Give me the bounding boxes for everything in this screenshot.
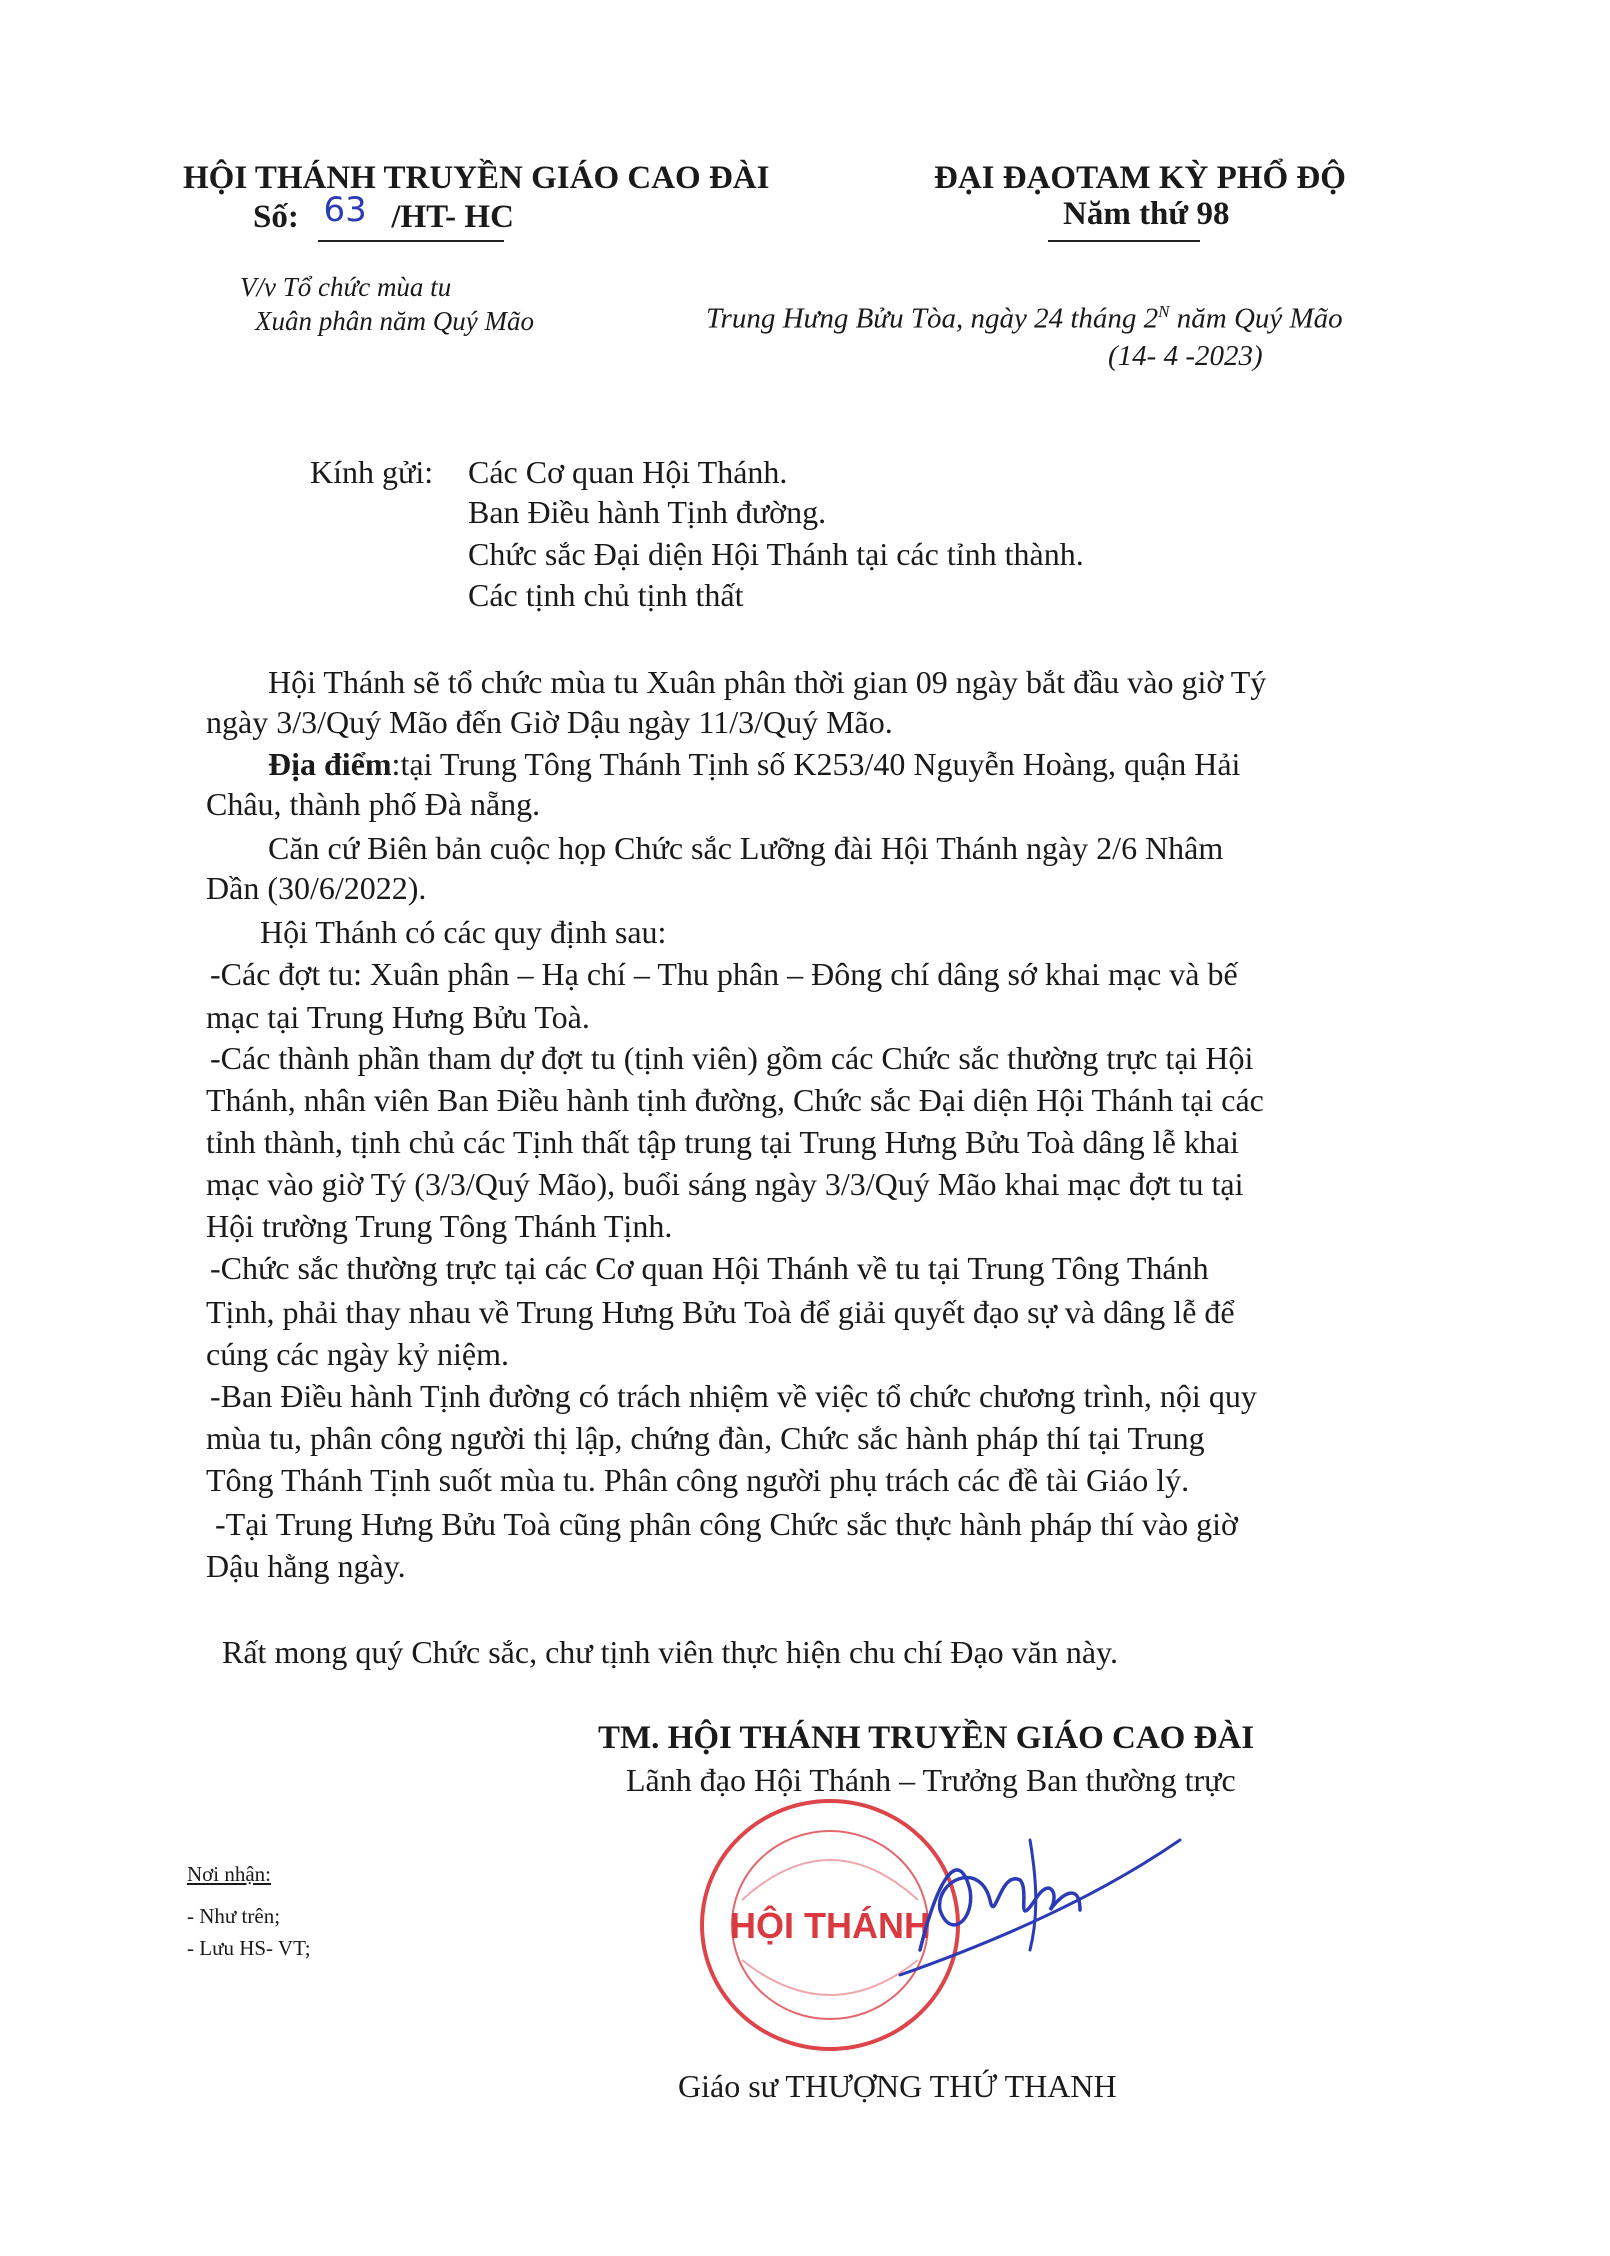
body-p4: Hội Thánh có các quy định sau: <box>260 914 667 950</box>
doc-number-suffix: /HT- HC <box>391 199 514 235</box>
header-left-rule <box>318 240 504 242</box>
org-name: HỘI THÁNH TRUYỀN GIÁO CAO ĐÀI <box>183 160 770 196</box>
issue-date-sup: N <box>1158 302 1170 321</box>
issue-date-gregorian: (14- 4 -2023) <box>1108 340 1263 372</box>
rule-2-line1: -Các thành phần tham dự đợt tu (tịnh viên) gồm các Chức sắc thường trực tại Hội <box>210 1040 1254 1076</box>
header-right-rule <box>1048 240 1200 242</box>
body-p2-line2: Châu, thành phố Đà nẵng. <box>206 786 541 822</box>
closing-line: Rất mong quý Chức sắc, chư tịnh viên thực hiện chu chí Đạo văn này. <box>222 1634 1118 1670</box>
body-p1-line2: ngày 3/3/Quý Mão đến Giờ Dậu ngày 11/3/Quý Mão. <box>206 704 893 740</box>
issue-date-main: Trung Hưng Bửu Tòa, ngày 24 tháng 2 <box>706 302 1159 335</box>
recipients-label: Kính gửi: <box>310 454 434 490</box>
handwritten-signature <box>880 1800 1220 2000</box>
rule-3-line2: Tịnh, phải thay nhau về Trung Hưng Bửu Toà để giải quyết đạo sự và dâng lễ để <box>206 1294 1235 1330</box>
subject-line-2: Xuân phân năm Quý Mão <box>255 306 534 336</box>
religion-name: ĐẠI ĐẠOTAM KỲ PHỔ ĐỘ <box>934 160 1346 196</box>
subject-line-1: V/v Tổ chức mùa tu <box>240 272 452 302</box>
rule-1-line2: mạc tại Trung Hưng Bửu Toà. <box>206 999 590 1035</box>
recipients-note-item: - Lưu HS- VT; <box>187 1936 311 1960</box>
recipient-item: Chức sắc Đại diện Hội Thánh tại các tỉnh thành. <box>468 536 1084 572</box>
rule-2-line3: tỉnh thành, tịnh chủ các Tịnh thất tập trung tại Trung Hưng Bửu Toà dâng lễ khai <box>206 1124 1239 1160</box>
body-p3-line2: Dần (30/6/2022). <box>206 870 427 906</box>
recipient-item: Ban Điều hành Tịnh đường. <box>468 494 827 530</box>
body-p3-line1: Căn cứ Biên bản cuộc họp Chức sắc Lưỡng đài Hội Thánh ngày 2/6 Nhâm <box>268 830 1224 866</box>
recipient-item: Các tịnh chủ tịnh thất <box>468 577 744 613</box>
rule-2-line2: Thánh, nhân viên Ban Điều hành tịnh đường, Chức sắc Đại diện Hội Thánh tại các <box>206 1082 1264 1118</box>
rule-3-line3: cúng các ngày kỷ niệm. <box>206 1336 509 1372</box>
stamp-text: HỘI THÁNH <box>730 1905 930 1946</box>
recipients-note-title: Nơi nhận: <box>187 1862 272 1886</box>
rule-2-line4: mạc vào giờ Tý (3/3/Quý Mão), buổi sáng ngày 3/3/Quý Mão khai mạc đợt tu tại <box>206 1166 1244 1202</box>
signature-org: TM. HỘI THÁNH TRUYỀN GIÁO CAO ĐÀI <box>598 1720 1255 1756</box>
issue-date-year: năm Quý Mão <box>1169 302 1343 335</box>
rule-4-line3: Tông Thánh Tịnh suốt mùa tu. Phân công người phụ trách các đề tài Giáo lý. <box>206 1462 1190 1498</box>
signer-name: Giáo sư THƯỢNG THỨ THANH <box>678 2068 1117 2104</box>
doc-number-prefix: Số: <box>253 199 299 235</box>
body-location <box>268 742 1240 786</box>
religion-year: Năm thứ 98 <box>1063 196 1230 232</box>
body-p1-line1: Hội Thánh sẽ tổ chức mùa tu Xuân phân thời gian 09 ngày bắt đầu vào giờ Tý <box>268 664 1267 700</box>
rule-2-line5: Hội trường Trung Tông Thánh Tịnh. <box>206 1208 673 1244</box>
signature-role: Lãnh đạo Hội Thánh – Trưởng Ban thường trực <box>626 1762 1236 1798</box>
recipient-item: Các Cơ quan Hội Thánh. <box>468 454 788 490</box>
rule-1-line1: -Các đợt tu: Xuân phân – Hạ chí – Thu phân – Đông chí dâng sớ khai mạc và bế <box>210 956 1238 992</box>
rule-4-line2: mùa tu, phân công người thị lập, chứng đàn, Chức sắc hành pháp thí tại Trung <box>206 1420 1205 1456</box>
rule-3-line1: -Chức sắc thường trực tại các Cơ quan Hội Thánh về tu tại Trung Tông Thánh <box>210 1250 1209 1286</box>
issue-date <box>706 302 1343 336</box>
location-label: Địa điểm <box>268 746 392 782</box>
rule-4-line1: -Ban Điều hành Tịnh đường có trách nhiệm về việc tổ chức chương trình, nội quy <box>210 1378 1257 1414</box>
doc-number <box>253 190 514 236</box>
recipients-note-item: - Như trên; <box>187 1904 281 1928</box>
doc-number-handwritten: 63 <box>323 190 367 230</box>
location-text: :tại Trung Tông Thánh Tịnh số K253/40 Nguyễn Hoàng, quận Hải <box>391 746 1241 782</box>
rule-5-line2: Dậu hằng ngày. <box>206 1548 406 1584</box>
rule-5-line1: -Tại Trung Hưng Bửu Toà cũng phân công Chức sắc thực hành pháp thí vào giờ <box>215 1506 1238 1542</box>
